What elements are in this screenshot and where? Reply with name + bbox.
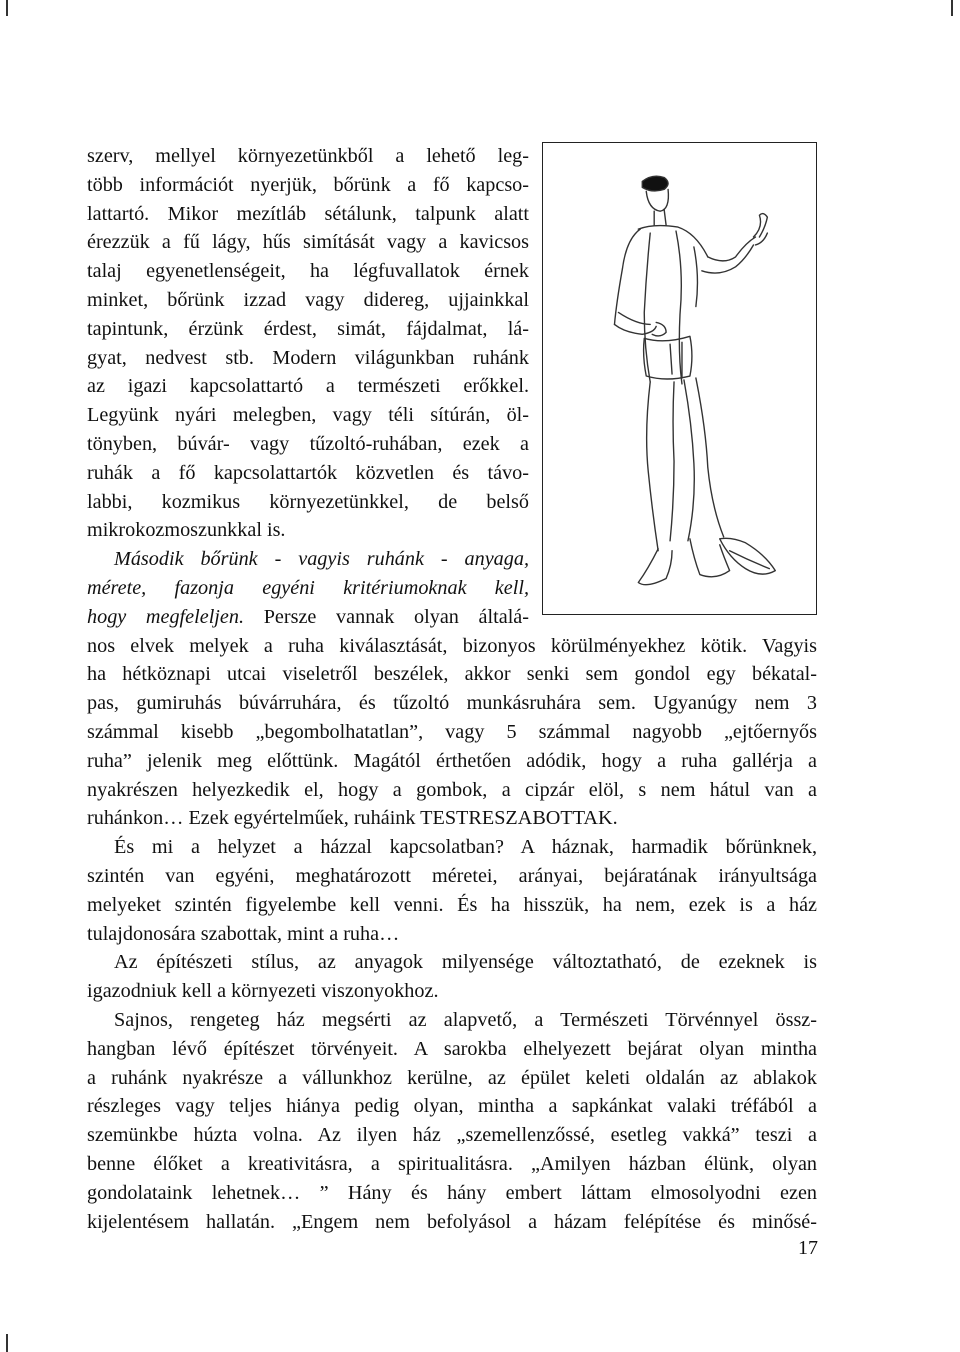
text-line: ruha” jelenik meg előttünk. Magától érthetően adódik, hogy a ruha gallérja a bbox=[87, 749, 817, 772]
illustration-frame bbox=[542, 142, 817, 615]
text-segment: Persze vannak olyan általá- bbox=[244, 605, 529, 628]
crop-mark-top-right bbox=[951, 0, 953, 16]
text-line: benne élőket a kreativitásra, a spiritualitásra. „Amilyen házban élünk, olyan bbox=[87, 1153, 817, 1175]
crop-mark-top-left bbox=[6, 0, 8, 16]
text-line: melyeket szintén figyelembe kell venni. És ha hisszük, ha nem, ezek is a ház bbox=[87, 893, 817, 916]
text-line: érezzük a fű lágy, hűs simítását vagy a kavicsos bbox=[87, 231, 529, 254]
text-line: ruhák a fő kapcsolattartók közvetlen és távo- bbox=[87, 461, 529, 484]
text-line: És mi a helyzet a házzal kapcsolatban? A háznak, harmadik bőrünknek, bbox=[114, 836, 817, 859]
crop-mark-bottom-left bbox=[6, 1334, 8, 1352]
text-line: szintén van egyéni, meghatározott méretei, arányai, bejáratának irányultsága bbox=[87, 865, 817, 887]
text-line: gondolataink lehetnek… ” Hány és hány embert láttam elmosolyodni ezen bbox=[87, 1181, 817, 1204]
text-line: a ruhánk nyakrésze a vállunkhoz kerülne, az épület keleti oldalán az ablakok bbox=[87, 1066, 817, 1089]
text-line: szerv, mellyel környezetünkből a lehető leg- bbox=[87, 145, 529, 167]
text-line: Az építészeti stílus, az anyagok milyensége változtatható, de ezeknek is bbox=[114, 951, 817, 974]
text-line: tulajdonosára szabottak, mint a ruha… bbox=[87, 922, 400, 945]
diver-figure-sketch-icon bbox=[543, 143, 816, 614]
text-line: minket, bőrünk izzad vagy didereg, ujjainkkal bbox=[87, 289, 529, 311]
text-line: igazodniuk kell a környezeti viszonyokhoz. bbox=[87, 980, 439, 1003]
text-line: mikrokozmoszunkkal is. bbox=[87, 519, 286, 542]
italic-text-segment: hogy megfeleljen. bbox=[87, 605, 245, 628]
text-line: kijelentésem hallatán. „Engem nem befolyásol a házam felépítése és minősé- bbox=[87, 1210, 817, 1233]
text-line: ha hétköznapi utcai viseletről beszélek, akkor senki sem gondol egy békatal- bbox=[87, 663, 817, 686]
page-number: 17 bbox=[798, 1237, 818, 1259]
text-line: talaj egyenetlenségeit, ha légfuvallatok érnek bbox=[87, 260, 529, 283]
text-line: nyakrészen helyezkedik el, hogy a gombok, a cipzár elöl, s nem hátul van a bbox=[87, 778, 817, 801]
text-line: mérete, fazonja egyéni kritériumoknak kell, bbox=[87, 577, 529, 599]
text-line: Sajnos, rengeteg ház megsérti az alapvető, a Természeti Törvénnyel össz- bbox=[114, 1009, 817, 1031]
text-line: labbi, kozmikus környezetünkkel, de belső bbox=[87, 490, 529, 513]
text-line bbox=[87, 603, 529, 631]
text-line: hangban lévő építészet törvényeit. A sarokba elhelyezett bejárat olyan mintha bbox=[87, 1037, 817, 1060]
text-line: számmal kisebb „begombolhatatlan”, vagy 5 számmal nagyobb „ejtőernyős bbox=[87, 721, 817, 743]
text-line: az igazi kapcsolattartó a természeti erőkkel. bbox=[87, 375, 529, 398]
text-line: nos elvek melyek a ruha kiválasztását, bizonyos körülményekhez kötik. Vagyis bbox=[87, 634, 817, 657]
text-line: több információt nyerjük, bőrünk a fő kapcso- bbox=[87, 173, 529, 196]
text-line: lattartó. Mikor mezítláb sétálunk, talpunk alatt bbox=[87, 202, 529, 225]
text-line: pas, gumiruhás búvárruhára, és tűzoltó munkásruhára sem. Ugyanúgy nem 3 bbox=[87, 692, 817, 715]
text-line: Legyünk nyári melegben, vagy téli sítúrán, öl- bbox=[87, 404, 529, 427]
text-line: szemünkbe húzta volna. Az ilyen ház „szemellenzőssé, esetleg vakká” teszi a bbox=[87, 1124, 817, 1147]
text-line: részleges vagy teljes hiánya pedig olyan, mintha a sapkánkat valaki tréfából a bbox=[87, 1095, 817, 1118]
text-line: tönyben, búvár- vagy tűzoltó-ruhában, ezek a bbox=[87, 433, 529, 455]
text-line: tapintunk, érzünk érdest, simát, fájdalmat, lá- bbox=[87, 317, 529, 340]
text-line: ruhánkon… Ezek egyértelműek, ruháink TESTRESZABOTTAK. bbox=[87, 807, 618, 830]
text-line: Második bőrünk - vagyis ruhánk - anyaga, bbox=[114, 548, 529, 571]
text-line: gyat, nedvest stb. Modern világunkban ruhánk bbox=[87, 346, 529, 369]
